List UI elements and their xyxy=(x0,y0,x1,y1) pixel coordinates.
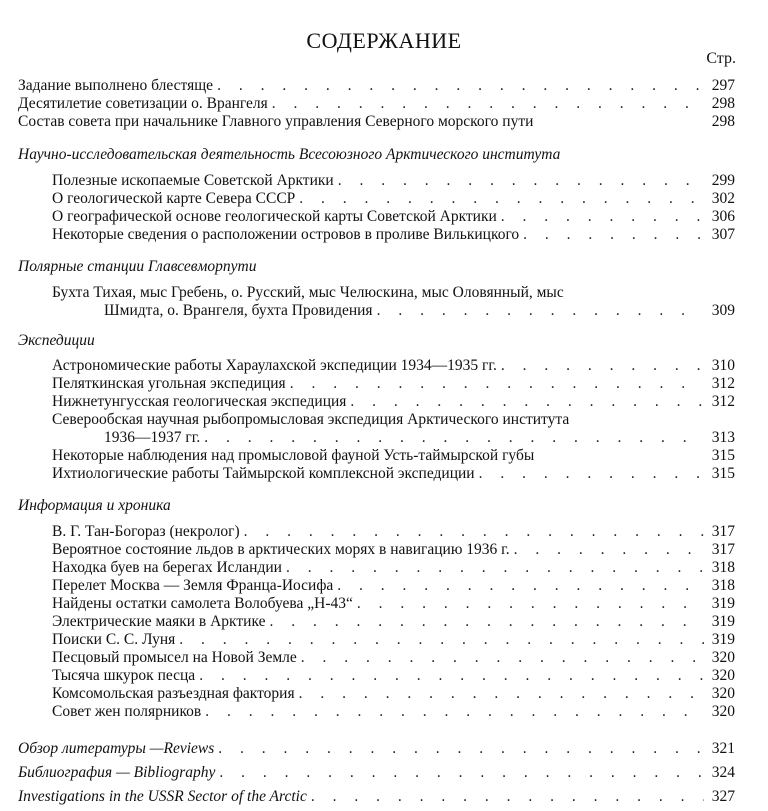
leader-dots xyxy=(286,559,704,577)
entry-page: 312 xyxy=(711,375,735,392)
leader-dots xyxy=(479,465,704,483)
toc-entry[interactable] xyxy=(52,559,735,577)
toc-entry[interactable] xyxy=(52,447,735,465)
entry-title: Состав совета при начальнике Главного управления Северного морского пути xyxy=(18,113,534,130)
entry-title: В. Г. Тан-Богораз (некролог) xyxy=(52,523,240,540)
leader-dots xyxy=(179,631,703,649)
toc-entry[interactable] xyxy=(52,208,735,226)
toc-entry[interactable] xyxy=(52,649,735,667)
entry-title: Библиография — Bibliography xyxy=(18,764,216,781)
entry-page: 310 xyxy=(711,357,735,374)
leader-dots xyxy=(219,764,703,782)
toc-entry[interactable] xyxy=(52,667,735,685)
entry-page: 320 xyxy=(711,703,735,720)
toc-entry-continuation[interactable] xyxy=(104,302,735,320)
entry-title: Investigations in the USSR Sector of the Arctic xyxy=(18,788,307,805)
entry-title: Совет жен полярников xyxy=(52,703,202,720)
entry-title: Пеляткинская угольная экспедиция xyxy=(52,375,286,392)
leader-dots xyxy=(244,523,704,541)
entry-page: 324 xyxy=(711,764,735,781)
leader-dots xyxy=(301,649,704,667)
entry-title: Тысяча шкурок песца xyxy=(52,667,196,684)
entry-page: 317 xyxy=(711,541,735,558)
entry-title: Задание выполнено блестяще xyxy=(18,77,214,94)
toc-entry[interactable] xyxy=(52,631,735,649)
toc-entry[interactable] xyxy=(52,595,735,613)
entry-page: 320 xyxy=(711,667,735,684)
leader-dots xyxy=(338,172,704,190)
entry-page: 317 xyxy=(711,523,735,540)
leader-dots xyxy=(337,577,703,595)
entry-page: 318 xyxy=(711,559,735,576)
entry-page: 297 xyxy=(711,77,735,94)
entry-title: Некоторые наблюдения над промысловой фауной Усть-таймырской губы xyxy=(52,447,535,464)
section-title: Научно-исследовательская деятельность Всесоюзного Арктического института xyxy=(18,146,561,163)
leader-dots xyxy=(204,429,704,447)
leader-dots xyxy=(269,613,703,631)
leader-dots xyxy=(272,95,704,113)
leader-dots xyxy=(299,190,703,208)
leader-dots xyxy=(523,226,704,244)
entry-page: 320 xyxy=(711,685,735,702)
leader-dots xyxy=(350,393,703,411)
entry-page: 319 xyxy=(711,613,735,630)
entry-title: Северообская научная рыбопромысловая экспедиция Арктического института xyxy=(52,411,570,428)
toc-entry[interactable] xyxy=(52,284,735,302)
entry-page: 315 xyxy=(711,447,735,464)
toc-entry[interactable] xyxy=(18,788,735,806)
section-title: Экспедиции xyxy=(18,332,95,349)
entry-title: Перелет Москва — Земля Франца-Иосифа xyxy=(52,577,334,594)
entry-title-continuation: Шмидта, о. Врангеля, бухта Провидения xyxy=(104,302,373,319)
entry-title: Вероятное состояние льдов в арктических морях в навигацию 1936 г. xyxy=(52,541,510,558)
entry-page: 307 xyxy=(711,226,735,243)
entry-title: Нижнетунгусская геологическая экспедиция xyxy=(52,393,347,410)
toc-entry[interactable] xyxy=(52,541,735,559)
toc-entry[interactable] xyxy=(18,77,735,95)
toc-entry[interactable] xyxy=(52,226,735,244)
entry-page: 327 xyxy=(711,788,735,805)
leader-dots xyxy=(218,740,703,758)
entry-title: Полезные ископаемые Советской Арктики xyxy=(52,172,334,189)
toc-entry[interactable] xyxy=(52,465,735,483)
section-title: Полярные станции Главсевморпути xyxy=(18,258,257,275)
entry-title: Найдены остатки самолета Волобуева „Н-43“ xyxy=(52,595,353,612)
entry-title: Песцовый промысел на Новой Земле xyxy=(52,649,297,666)
entry-title: Поиски С. С. Луня xyxy=(52,631,176,648)
leader-dots xyxy=(501,357,704,375)
entry-title: О географической основе геологической карты Советской Арктики xyxy=(52,208,497,225)
entry-page: 320 xyxy=(711,649,735,666)
leader-dots xyxy=(377,302,704,320)
toc-entry[interactable] xyxy=(18,764,735,782)
leader-dots xyxy=(199,667,704,685)
entry-page: 298 xyxy=(711,95,735,112)
entry-title: О геологической карте Севера СССР xyxy=(52,190,296,207)
entry-page: 306 xyxy=(711,208,735,225)
entry-page: 302 xyxy=(711,190,735,207)
leader-dots xyxy=(299,685,704,703)
leader-dots xyxy=(514,541,704,559)
toc-entry[interactable] xyxy=(52,703,735,721)
toc-entry[interactable] xyxy=(52,613,735,631)
entry-page: 321 xyxy=(711,740,735,757)
toc-entry[interactable] xyxy=(52,375,735,393)
entry-title: Некоторые сведения о расположении островов в проливе Вилькицкого xyxy=(52,226,520,243)
entry-page: 315 xyxy=(711,465,735,482)
entry-page: 299 xyxy=(711,172,735,189)
leader-dots xyxy=(357,595,704,613)
toc-entry[interactable] xyxy=(52,411,735,429)
leader-dots xyxy=(205,703,703,721)
entry-page: 309 xyxy=(711,302,735,319)
entry-page: 318 xyxy=(711,577,735,594)
entry-title-continuation: 1936—1937 гг. xyxy=(104,429,201,446)
entry-title: Бухта Тихая, мыс Гребень, о. Русский, мыс Челюскина, мыс Оловянный, мыс xyxy=(52,284,564,301)
entry-title: Астрономические работы Хараулахской экспедиции 1934—1935 гг. xyxy=(52,357,497,374)
toc-entry[interactable] xyxy=(52,393,735,411)
leader-dots xyxy=(217,77,704,95)
leader-dots xyxy=(501,208,704,226)
toc-entry[interactable] xyxy=(52,190,735,208)
page-column-header: Стр. xyxy=(706,50,736,67)
toc-entry[interactable] xyxy=(18,95,735,113)
section-title: Информация и хроника xyxy=(18,497,171,514)
entry-title: Обзор литературы —Reviews xyxy=(18,740,215,757)
entry-title: Десятилетие советизации о. Врангеля xyxy=(18,95,268,112)
entry-title: Электрические маяки в Арктике xyxy=(52,613,266,630)
entry-page: 298 xyxy=(711,113,735,130)
toc-entry[interactable] xyxy=(18,740,735,758)
leader-dots xyxy=(311,788,704,806)
entry-title: Ихтиологические работы Таймырской комплексной экспедиции xyxy=(52,465,475,482)
toc-entry-continuation[interactable] xyxy=(104,429,735,447)
page-title: СОДЕРЖАНИЕ xyxy=(306,28,462,53)
toc-entry[interactable] xyxy=(52,685,735,703)
entry-page: 319 xyxy=(711,631,735,648)
toc-entry[interactable] xyxy=(52,523,735,541)
entry-page: 313 xyxy=(711,429,735,446)
toc-entry[interactable] xyxy=(52,172,735,190)
toc-entry[interactable] xyxy=(52,577,735,595)
toc-entry[interactable] xyxy=(52,357,735,375)
entry-page: 319 xyxy=(711,595,735,612)
toc-entry[interactable] xyxy=(18,113,735,131)
entry-page: 312 xyxy=(711,393,735,410)
leader-dots xyxy=(290,375,704,393)
entry-title: Комсомольская разъездная фактория xyxy=(52,685,295,702)
entry-title: Находка буев на берегах Исландии xyxy=(52,559,282,576)
